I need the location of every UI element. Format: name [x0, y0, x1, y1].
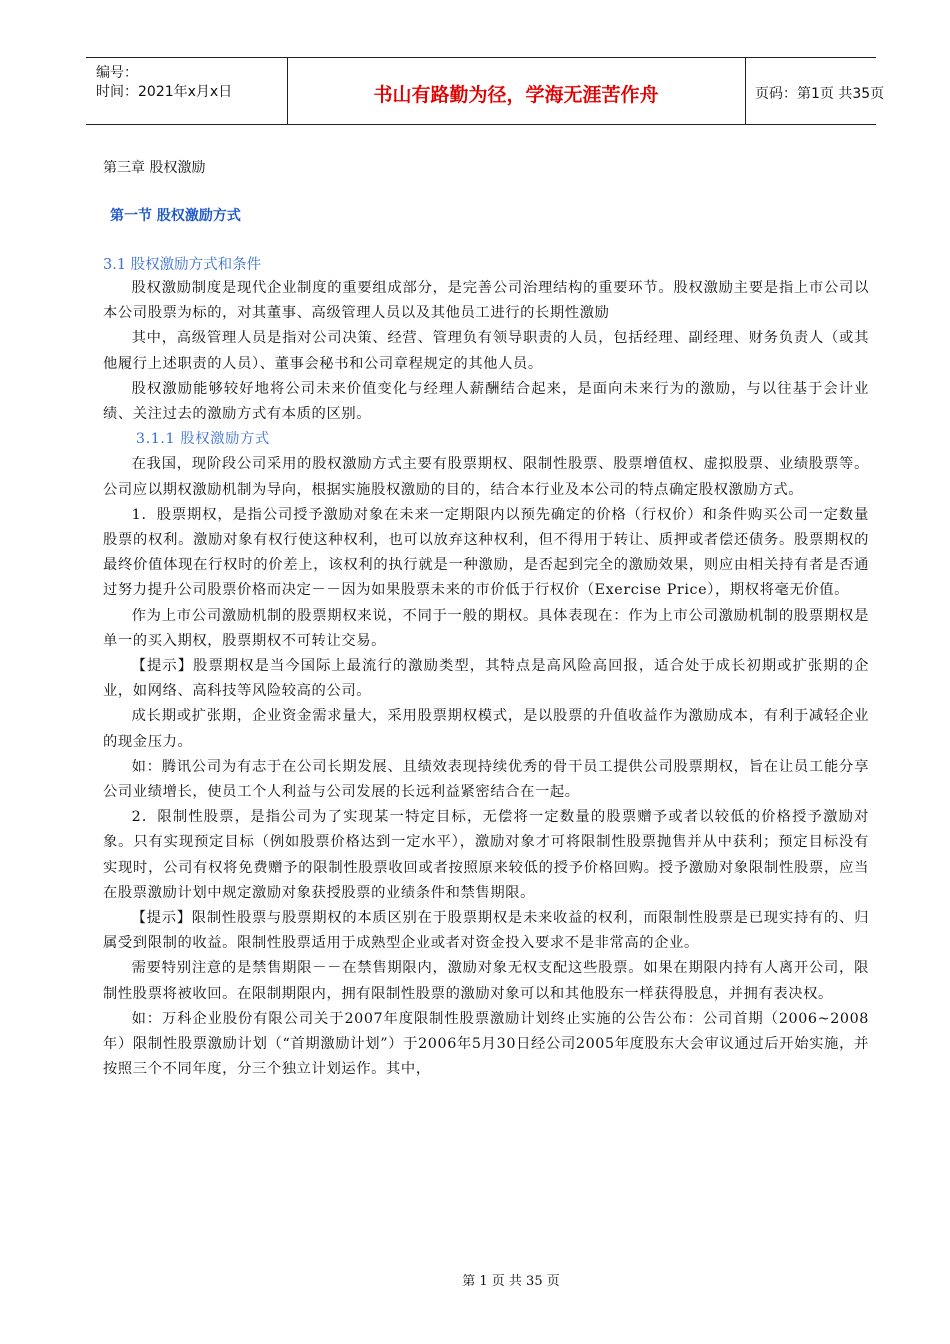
- document-header: [86, 57, 885, 125]
- serial-number-label: 编号：: [96, 65, 138, 81]
- header-motto-cell: [287, 58, 746, 124]
- paragraph: 1．股票期权，是指公司授予激励对象在未来一定期限内以预先确定的价格（行权价）和条件购买公司一定数量股票的权利。激励对象有权行使这种权利，也可以放弃这种权利，但不得用于转让、质押或者偿还债务。股票期权的最终价值体现在行权时的价差上，该权利的执行就是一种激励，是否起到完全的激励效果，则应由相关持有者是否通过努力提升公司股票价格而决定－－因为如果股票未来的市价低于行权价（Exercise Price），期权将毫无价值。: [103, 506, 869, 599]
- section-title: 第一节 股权激励方式: [110, 208, 241, 224]
- time-label: 时间：2021年x月x日: [96, 84, 233, 100]
- header-left-cell: [86, 58, 288, 124]
- paragraph: 作为上市公司激励机制的股票期权来说，不同于一般的期权。具体表现在：作为上市公司激励机制的股票期权是单一的买入期权，股票期权不可转让交易。: [103, 607, 869, 649]
- paragraph: 成长期或扩张期，企业资金需求量大，采用股票期权模式，是以股票的升值收益作为激励成本，有利于减轻企业的现金压力。: [103, 708, 869, 750]
- paragraph: 2．限制性股票，是指公司为了实现某一特定目标，无偿将一定数量的股票赠予或者以较低的价格授予激励对象。只有实现预定目标（例如股票价格达到一定水平），激励对象才可将限制性股票抛售并从中获利；预定目标没有实现时，公司有权将免费赠予的限制性股票收回或者按照原来较低的授予价格回购。授予激励对象限制性股票，应当在股票激励计划中规定激励对象获授股票的业绩条件和禁售期限。: [103, 809, 869, 901]
- paragraph: 在我国，现阶段公司采用的股权激励方式主要有股票期权、限制性股票、股票增值权、虚拟股票、业绩股票等。公司应以期权激励机制为导向，根据实施股权激励的目的，结合本行业及本公司的特点确定股权激励方式。: [103, 456, 869, 498]
- heading-3-1: 3.1 股权激励方式和条件: [103, 257, 262, 273]
- chapter-title: 第三章 股权激励: [103, 160, 206, 176]
- paragraph: 其中，高级管理人员是指对公司决策、经营、管理负有领导职责的人员，包括经理、副经理、财务负责人（或其他履行上述职责的人员）、董事会秘书和公司章程规定的其他人员。: [103, 330, 869, 372]
- header-page-cell: [745, 58, 885, 124]
- paragraph: 股权激励制度是现代企业制度的重要组成部分，是完善公司治理结构的重要环节。股权激励主要是指上市公司以本公司股票为标的，对其董事、高级管理人员以及其他员工进行的长期性激励: [103, 280, 869, 322]
- page-footer: 第 1 页 共 35 页: [462, 1274, 560, 1289]
- paragraph: 股权激励能够较好地将公司未来价值变化与经理人薪酬结合起来，是面向未来行为的激励，与以往基于会计业绩、关注过去的激励方式有本质的区别。: [103, 380, 869, 423]
- paragraph: 如：腾讯公司为有志于在公司长期发展、且绩效表现持续优秀的骨干员工提供公司股票期权，旨在让员工能分享公司业绩增长，使员工个人利益与公司发展的长远利益紧密结合在一起。: [103, 758, 869, 801]
- tip-paragraph: 【提示】限制性股票与股票期权的本质区别在于股票期权是未来收益的权利，而限制性股票是已现实持有的、归属受到限制的收益。限制性股票适用于成熟型企业或者对资金投入要求不是非常高的企业。: [103, 910, 869, 952]
- header-page-info: 页码：第1页 共35页: [755, 86, 885, 102]
- document-body: [103, 276, 869, 1083]
- paragraph: 需要特别注意的是禁售期限－－在禁售期限内，激励对象无权支配这些股票。如果在期限内持有人离开公司，限制性股票将被收回。在限制期限内，拥有限制性股票的激励对象可以和其他股东一样获得股息，并拥有表决权。: [103, 960, 869, 1002]
- tip-paragraph: 【提示】股票期权是当今国际上最流行的激励类型，其特点是高风险高回报，适合处于成长初期或扩张期的企业，如网络、高科技等风险较高的公司。: [103, 658, 869, 700]
- heading-3-1-1: 3.1.1 股权激励方式: [135, 431, 270, 448]
- header-motto: 书山有路勤为径，学海无涯苦作舟: [373, 84, 659, 106]
- paragraph: 如：万科企业股份有限公司关于2007年度限制性股票激励计划终止实施的公告公布：公司首期（2006~2008年）限制性股票激励计划（“首期激励计划”）于2006年5月30日经公司2005年度股东大会审议通过后开始实施，并按照三个不同年度，分三个独立计划运作。其中，: [103, 1010, 869, 1078]
